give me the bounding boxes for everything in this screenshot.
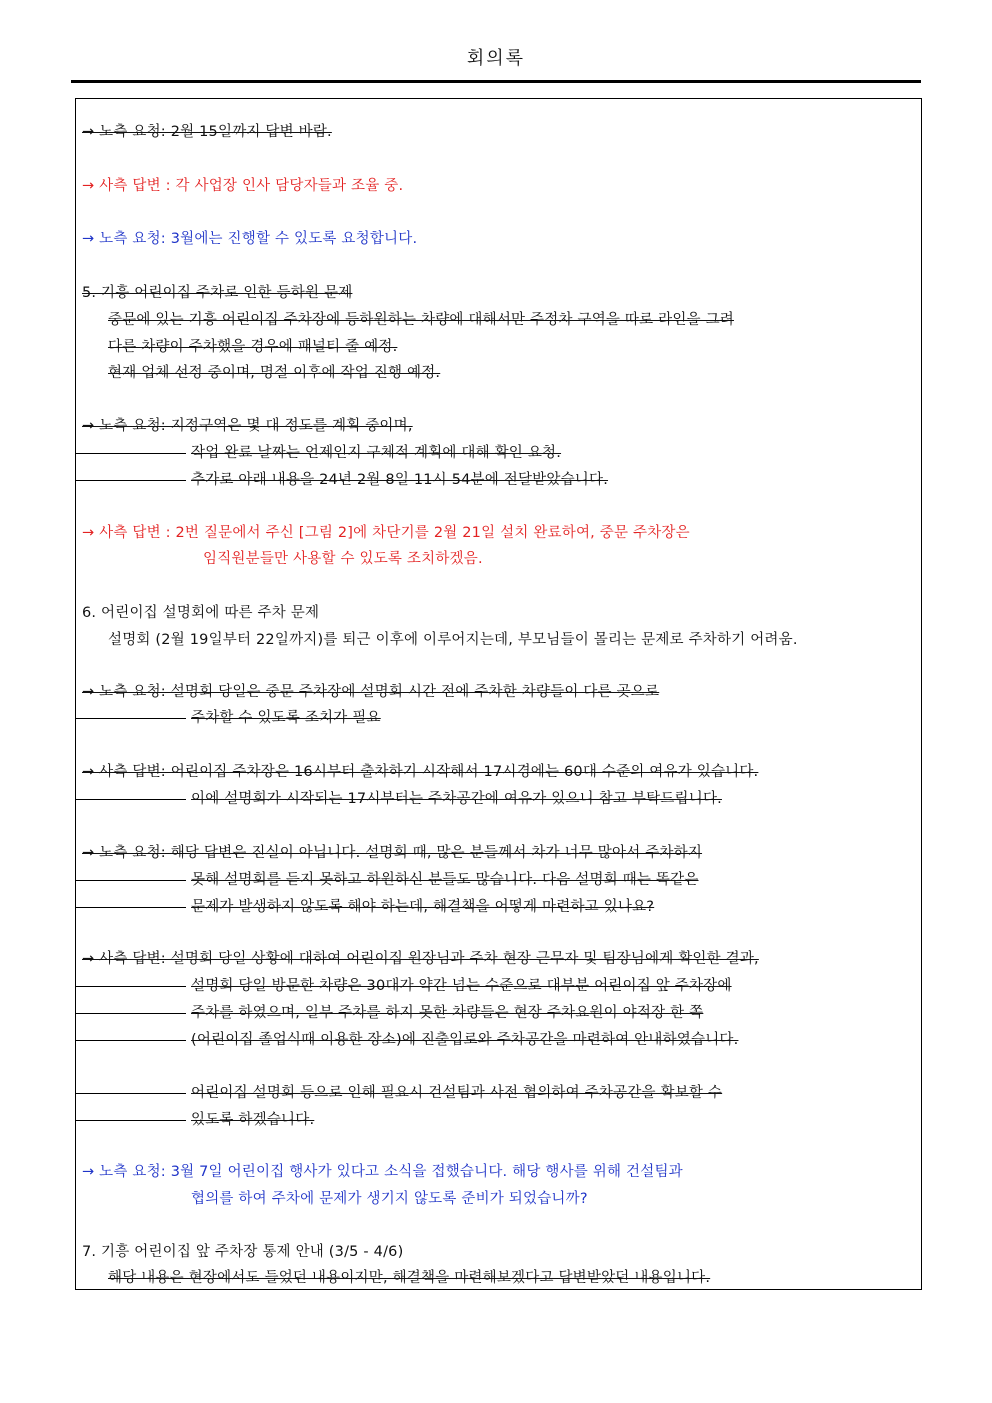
- margin-rule: [76, 480, 186, 481]
- continuation-line: 주차를 하였으며, 일부 주차를 하지 못한 차량들은 현장 주차요원이 야적장 한 쪽: [191, 1005, 704, 1021]
- body-line: 설명회 (2월 19일부터 22일까지)를 퇴근 이후에 이루어지는데, 부모님들이 몰리는 문제로 주차하기 어려움.: [108, 632, 798, 648]
- margin-rule: [76, 1093, 186, 1094]
- company-reply-line: → 사측 답변 : 2번 질문에서 주신 [그림 2]에 차단기를 2월 21일 설치 완료하여, 중문 주차장은: [82, 525, 690, 541]
- company-reply-line: → 사측 답변 : 각 사업장 인사 담당자들과 조율 중.: [82, 178, 404, 194]
- union-request-line: → 노측 요청: 2월 15일까지 답변 바람.: [82, 124, 332, 140]
- title-underline: [71, 80, 921, 83]
- continuation-line: 못해 설명회를 듣지 못하고 하원하신 분들도 많습니다. 다음 설명회 때는 똑같은: [191, 872, 699, 888]
- continuation-line: 작업 완료 날짜는 언제인지 구체적 계획에 대해 확인 요청.: [191, 445, 562, 461]
- section-heading: 7. 기흥 어린이집 앞 주차장 통제 안내 (3/5 - 4/6): [82, 1244, 404, 1260]
- body-line: 중문에 있는 기흥 어린이집 주차장에 등하원하는 차량에 대해서만 주정차 구역을 따로 라인을 그려: [108, 312, 734, 328]
- continuation-line: 임직원분들만 사용할 수 있도록 조치하겠음.: [203, 551, 483, 567]
- continuation-line: (어린이집 졸업식때 이용한 장소)에 진출입로와 주차공간을 마련하여 안내하였습니다.: [191, 1032, 739, 1048]
- continuation-line: 문제가 발생하지 않도록 해야 하는데, 해결책을 어떻게 마련하고 있나요?: [191, 899, 655, 915]
- body-line: 다른 차량이 주차했을 경우에 패널티 줄 예정.: [108, 339, 398, 355]
- margin-rule: [76, 453, 186, 454]
- margin-rule: [76, 799, 186, 800]
- union-request-line: → 노측 요청: 3월에는 진행할 수 있도록 요청합니다.: [82, 231, 418, 247]
- section-heading: 6. 어린이집 설명회에 따른 주차 문제: [82, 605, 320, 621]
- continuation-line: 협의를 하여 주차에 문제가 생기지 않도록 준비가 되었습니까?: [191, 1191, 588, 1207]
- union-request-line: → 노측 요청: 3월 7일 어린이집 행사가 있다고 소식을 접했습니다. 해당 행사를 위해 건설팀과: [82, 1164, 683, 1180]
- margin-rule: [76, 1013, 186, 1014]
- continuation-line: 추가로 아래 내용을 24년 2월 8일 11시 54분에 전달받았습니다.: [191, 472, 609, 488]
- company-reply-line: → 사측 답변: 어린이집 주차장은 16시부터 출차하기 시작해서 17시경에는 60대 수준의 여유가 있습니다.: [82, 764, 759, 780]
- company-reply-line: → 사측 답변: 설명회 당일 상황에 대하여 어린이집 원장님과 주차 현장 근무자 및 팀장님에게 확인한 결과,: [82, 951, 759, 967]
- margin-rule: [76, 907, 186, 908]
- continuation-line: 있도록 하겠습니다.: [191, 1112, 315, 1128]
- continuation-line: 이에 설명회가 시작되는 17시부터는 주차공간에 여유가 있으니 참고 부탁드립니다.: [191, 791, 722, 807]
- union-request-line: → 노측 요청: 설명회 당일은 중문 주차장에 설명회 시간 전에 주차한 차량들이 다른 곳으로: [82, 684, 660, 700]
- margin-rule: [76, 718, 186, 719]
- continuation-line: 어린이집 설명회 등으로 인해 필요시 건설팀과 사전 협의하여 주차공간을 확보할 수: [191, 1085, 723, 1101]
- union-request-line: → 노측 요청: 지정구역은 몇 대 정도를 계획 중이며,: [82, 418, 413, 434]
- margin-rule: [76, 1120, 186, 1121]
- body-line: 현재 업체 선정 중이며, 명절 이후에 작업 진행 예정.: [108, 365, 441, 381]
- body-line: 해당 내용은 현장에서도 들었던 내용이지만, 해결책을 마련해보겠다고 답변받았던 내용입니다.: [108, 1270, 711, 1286]
- margin-rule: [76, 986, 186, 987]
- margin-rule: [76, 1040, 186, 1041]
- continuation-line: 설명회 당일 방문한 차량은 30대가 약간 넘는 수준으로 대부분 어린이집 앞 주차장에: [191, 978, 732, 994]
- page-title: 회의록: [466, 48, 526, 69]
- margin-rule: [76, 880, 186, 881]
- union-request-line: → 노측 요청: 해당 답변은 진실이 아닙니다. 설명회 때, 많은 분들께서 차가 너무 많아서 주차하지: [82, 845, 703, 861]
- section-heading: 5. 기흥 어린이집 주차로 인한 등하원 문제: [82, 285, 353, 301]
- continuation-line: 주차할 수 있도록 조치가 필요: [191, 710, 381, 726]
